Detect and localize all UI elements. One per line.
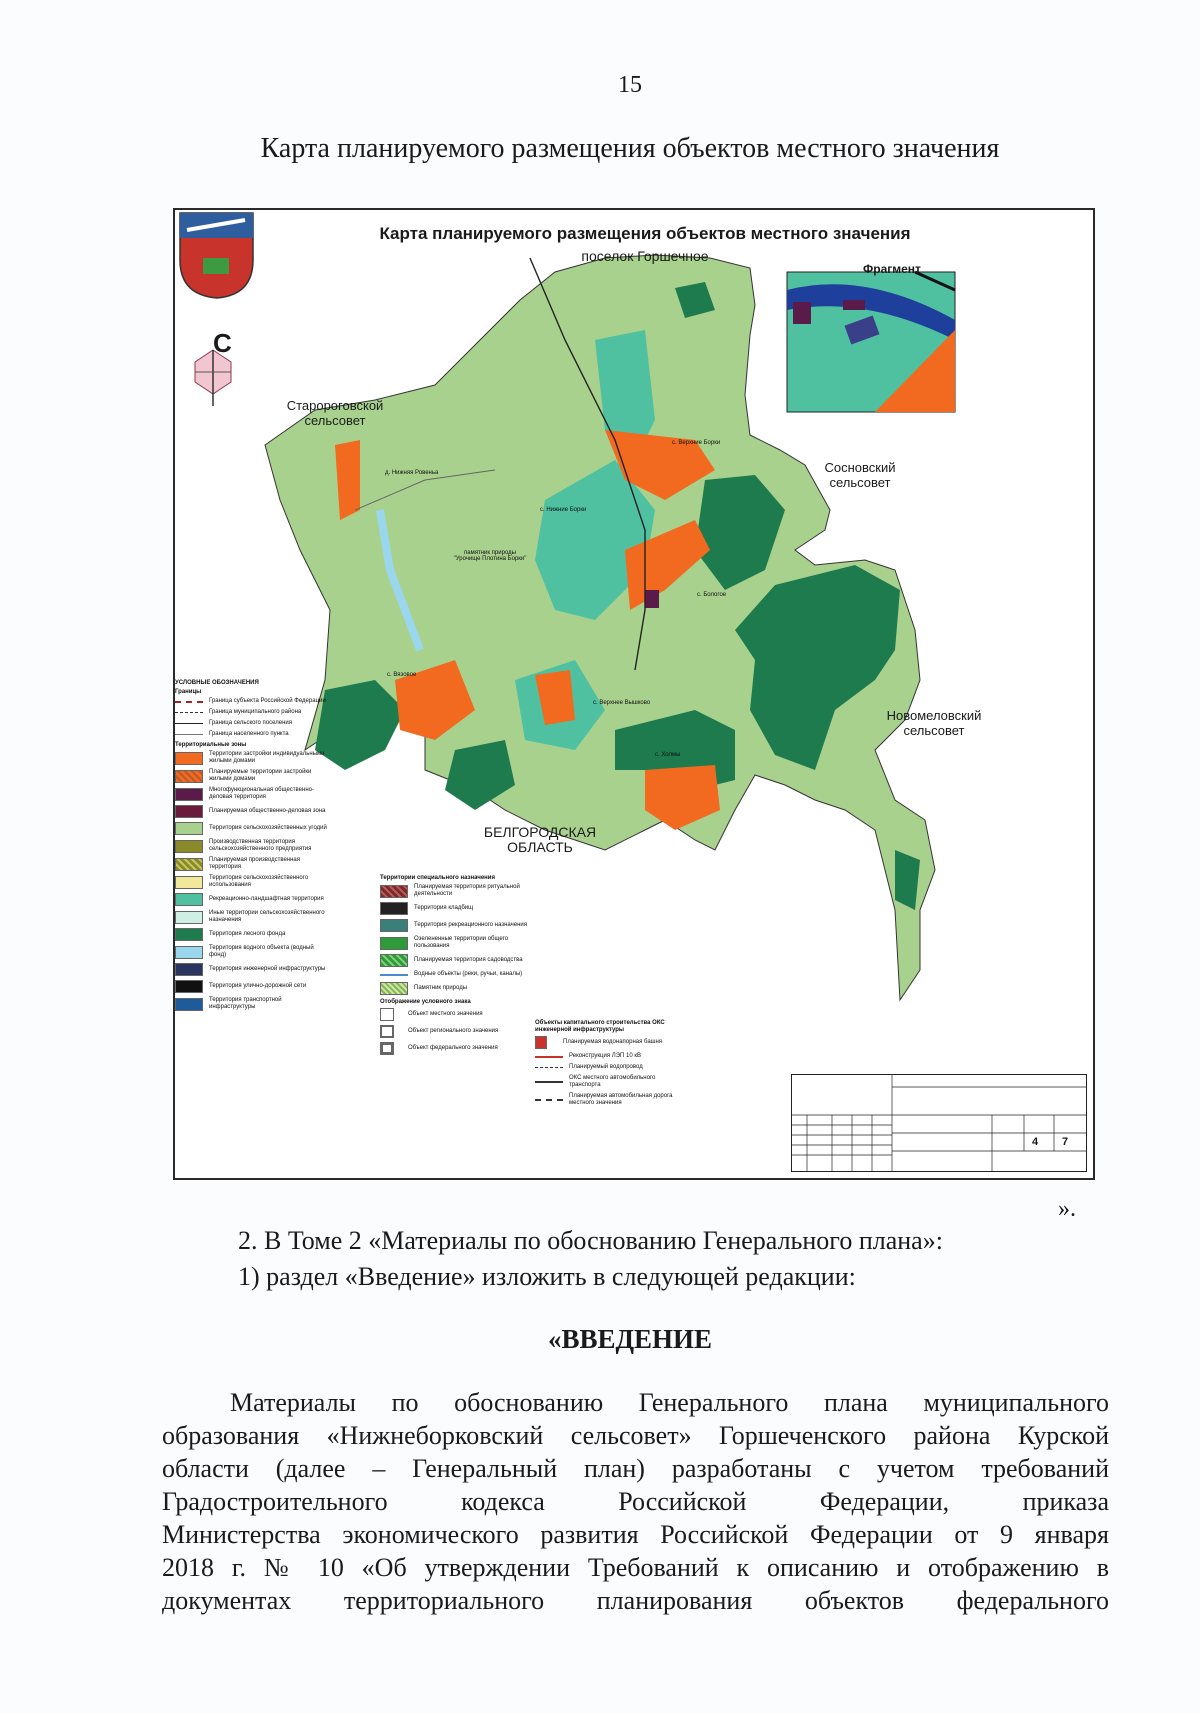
legend-row: Памятник природы <box>380 982 545 995</box>
page-number: 15 <box>618 72 642 98</box>
paragraph-line: документах территориального планирования объектов федерального <box>162 1586 1109 1615</box>
legend-row: Территория рекреационного назначения <box>380 919 545 932</box>
place-label: с. Нижние Борки <box>540 507 587 513</box>
title-block-stamp <box>791 1074 1087 1172</box>
legend-row: Планируемая общественно-деловая зона <box>175 805 335 818</box>
place-label: д. Нижняя Ровеньа <box>385 470 439 476</box>
legend-left <box>175 680 335 1015</box>
legend-row: Планируемая водонапорная башня <box>535 1036 685 1049</box>
map-subtitle: поселок Горшечное <box>581 248 709 264</box>
stamp-sheet-number: 4 <box>1032 1136 1039 1148</box>
legend-row: Планируемая территория ритуальной деятельности <box>380 884 545 898</box>
place-label: с. Верхние Борки <box>672 440 721 446</box>
page-heading: Карта планируемого размещения объектов местного значения <box>260 133 1000 164</box>
compass-north-letter: С <box>213 328 232 358</box>
region-label-belgorod: БЕЛГОРОДСКАЯ ОБЛАСТЬ <box>483 824 597 855</box>
legend-right-title: Объекты капитального строительства ОКС инженерной инфраструктуры <box>535 1020 665 1033</box>
legend-row: Озелененные территории общего пользования <box>380 936 545 950</box>
legend-row: Реконструкция ЛЭП 10 кВ <box>535 1053 685 1060</box>
place-label: с. Верхнее Вышково <box>593 700 651 706</box>
legend-row: Территория водного объекта (водный фонд) <box>175 945 335 959</box>
legend-row: Территория улично-дорожной сети <box>175 980 335 993</box>
legend-row: Территория сельскохозяйственного использования <box>175 875 335 889</box>
stamp-sheet-count: 7 <box>1062 1136 1069 1148</box>
paragraph-line: Градостроительного кодекса Российской Федерации, приказа <box>162 1487 1109 1516</box>
legend-zones-title: Территориальные зоны <box>175 742 247 748</box>
legend-row: Граница сельского поселения <box>175 720 335 727</box>
map-title: Карта планируемого размещения объектов местного значения <box>379 224 911 243</box>
legend-right <box>535 1020 685 1111</box>
business-zone <box>645 590 659 608</box>
legend-row: Граница населенного пункта <box>175 731 335 738</box>
planning-map <box>173 208 1095 1180</box>
fragment-inset <box>787 272 955 412</box>
legend-row: Территория кладбищ <box>380 902 545 915</box>
introduction-paragraph <box>162 1386 1109 1617</box>
paragraph-line: 2018 г. № 10 «Об утверждении Требований к описанию и отображению в <box>162 1553 1109 1582</box>
legend-row: Территория инженерной инфраструктуры <box>175 963 335 976</box>
legend-middle-title: Территории специального назначения <box>380 875 495 881</box>
fragment-label: Фрагмент <box>863 262 921 276</box>
legend-row: Иные территории сельскохозяйственного назначения <box>175 910 335 924</box>
paragraph-line: образования «Нижнеборковский сельсовет» Горшеченского района Курской <box>162 1421 1109 1450</box>
legend-row: Граница муниципального района <box>175 709 335 716</box>
place-label: памятник природы "Урочище Плотина Борки" <box>453 550 527 562</box>
legend-row: Планируемая производственная территория <box>175 857 335 871</box>
legend-row: Планируемая территория садоводства <box>380 954 545 967</box>
paragraph-line: Материалы по обоснованию Генерального плана муниципального <box>230 1388 1109 1417</box>
paragraph-line: Министерства экономического развития Российской Федерации от 9 января <box>162 1520 1109 1549</box>
place-label: с. Холмы <box>655 752 681 758</box>
legend-row: Планируемые территории застройки жилыми домами <box>175 769 335 783</box>
amendment-line-1: 2. В Томе 2 «Материалы по обоснованию Генерального плана»: <box>238 1226 943 1255</box>
legend-row: Рекреационно-ландшафтная территория <box>175 893 335 906</box>
legend-row: Территория лесного фонда <box>175 928 335 941</box>
legend-row: Планируемый водопровод <box>535 1064 685 1071</box>
legend-row: Планируемая автомобильная дорога местного значения <box>535 1093 685 1107</box>
coat-of-arms <box>180 213 253 298</box>
region-label-starorogovskoy: Старороговской сельсовет <box>286 398 384 428</box>
section-title: «ВВЕДЕНИЕ <box>547 1324 713 1354</box>
stamp-grid <box>792 1075 1086 1171</box>
legend-row: Объект местного значения <box>380 1008 545 1021</box>
quote-close-mark: ». <box>1058 1196 1076 1222</box>
paragraph-line: области (далее – Генеральный план) разработаны с учетом требований <box>162 1454 1109 1483</box>
region-label-sosnovsky: Сосновский сельсовет <box>824 460 896 490</box>
legend-row: Граница субъекта Российской Федерации <box>175 698 335 705</box>
legend-row: Территория транспортной инфраструктуры <box>175 997 335 1011</box>
legend-row: Водные объекты (реки, ручьи, каналы) <box>380 971 545 978</box>
legend-row: Многофункциональная общественно-деловая территория <box>175 787 335 801</box>
amendment-line-2: 1) раздел «Введение» изложить в следующей редакции: <box>238 1262 856 1291</box>
legend-row: Объект федерального значения <box>380 1042 545 1055</box>
legend-row: ОКС местного автомобильного транспорта <box>535 1075 685 1089</box>
legend-row: Объект регионального значения <box>380 1025 545 1038</box>
legend-middle <box>380 875 545 1059</box>
legend-row: Производственная территория сельскохозяйственного предприятия <box>175 839 335 853</box>
place-label: с. Вязовое <box>387 672 417 678</box>
legend-row: Территория сельскохозяйственных угодий <box>175 822 335 835</box>
legend-symbols-title: Отображение условного знака <box>380 999 471 1005</box>
legend-title: УСЛОВНЫЕ ОБОЗНАЧЕНИЯ <box>175 680 259 686</box>
legend-subtitle: Границы <box>175 689 202 695</box>
place-label: с. Бологое <box>697 592 727 598</box>
region-label-novomelovsky: Новомеловский сельсовет <box>886 708 982 738</box>
legend-row: Территории застройки индивидуальными жилыми домами <box>175 751 335 765</box>
